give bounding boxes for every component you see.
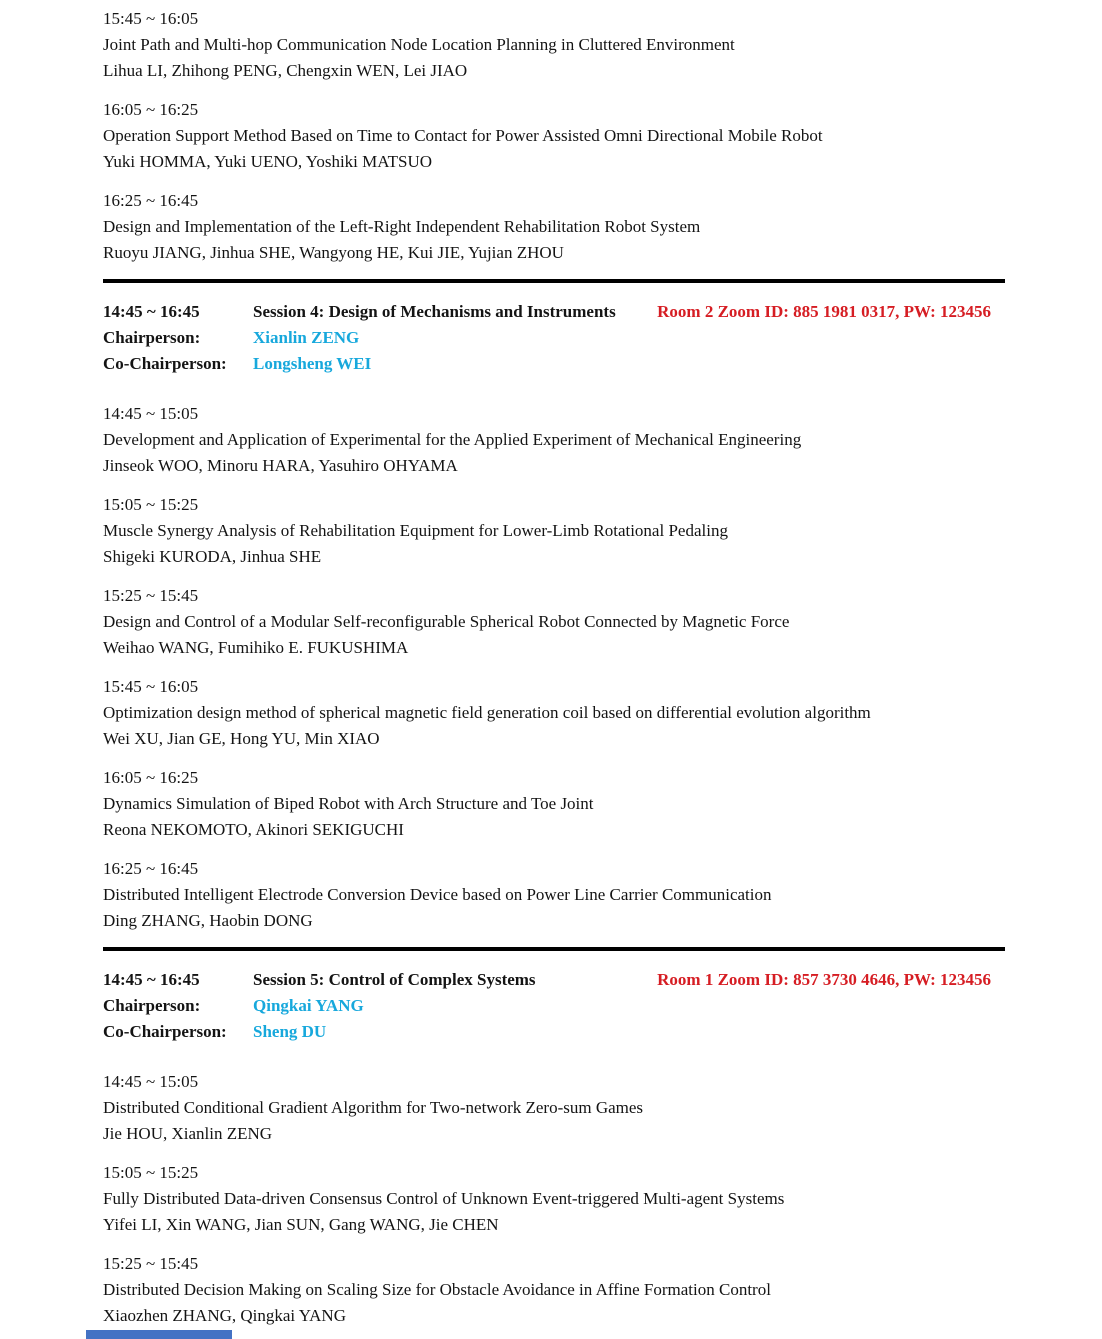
session-time-range: 14:45 ~ 16:45 <box>103 970 200 989</box>
bottom-clipped-blue-bar <box>86 1330 232 1339</box>
paper-time-range: 15:45 ~ 16:05 <box>103 9 199 28</box>
paper-title: Distributed Decision Making on Scaling Size for Obstacle Avoidance in Affine Formation Control <box>103 1280 771 1299</box>
paper-authors: Ruoyu JIANG, Jinhua SHE, Wangyong HE, Kui JIE, Yujian ZHOU <box>103 243 564 262</box>
session-title-row <box>103 299 1005 325</box>
paper-authors: Yuki HOMMA, Yuki UENO, Yoshiki MATSUO <box>103 152 433 171</box>
paper-time-range: 15:05 ~ 15:25 <box>103 495 199 514</box>
session-5-paper-list <box>103 1069 1005 1329</box>
paper-time-range: 15:25 ~ 15:45 <box>103 1254 199 1273</box>
paper-time-range: 15:25 ~ 15:45 <box>103 586 199 605</box>
paper-time-range: 14:45 ~ 15:05 <box>103 1072 199 1091</box>
co-chairperson-label: Co-Chairperson: <box>103 1022 227 1041</box>
session-divider-rule <box>103 279 1005 283</box>
paper-authors: Weihao WANG, Fumihiko E. FUKUSHIMA <box>103 638 409 657</box>
paper-entry <box>103 492 1005 570</box>
co-chairperson-row <box>103 1019 1005 1045</box>
carryover-paper-list <box>103 6 1005 266</box>
session-4-header <box>103 299 1005 377</box>
paper-entry <box>103 6 1005 84</box>
paper-entry <box>103 188 1005 266</box>
session-time-range: 14:45 ~ 16:45 <box>103 302 200 321</box>
session-title: Session 5: Control of Complex Systems <box>253 970 536 989</box>
paper-entry <box>103 1160 1005 1238</box>
paper-entry <box>103 583 1005 661</box>
paper-authors: Jinseok WOO, Minoru HARA, Yasuhiro OHYAMA <box>103 456 458 475</box>
paper-title: Fully Distributed Data-driven Consensus Control of Unknown Event-triggered Multi-agent Systems <box>103 1189 785 1208</box>
paper-title: Joint Path and Multi-hop Communication Node Location Planning in Cluttered Environment <box>103 35 735 54</box>
paper-authors: Xiaozhen ZHANG, Qingkai YANG <box>103 1306 346 1325</box>
paper-time-range: 15:45 ~ 16:05 <box>103 677 199 696</box>
co-chairperson-name: Sheng DU <box>253 1022 327 1041</box>
paper-time-range: 16:25 ~ 16:45 <box>103 859 199 878</box>
paper-title: Distributed Intelligent Electrode Conversion Device based on Power Line Carrier Communication <box>103 885 772 904</box>
paper-entry <box>103 1251 1005 1329</box>
paper-title: Muscle Synergy Analysis of Rehabilitation Equipment for Lower-Limb Rotational Pedaling <box>103 521 728 540</box>
chairperson-name: Xianlin ZENG <box>253 328 360 347</box>
paper-authors: Lihua LI, Zhihong PENG, Chengxin WEN, Lei JIAO <box>103 61 468 80</box>
paper-authors: Shigeki KURODA, Jinhua SHE <box>103 547 322 566</box>
chairperson-row <box>103 993 1005 1019</box>
paper-entry <box>103 674 1005 752</box>
co-chairperson-row <box>103 351 1005 377</box>
paper-authors: Reona NEKOMOTO, Akinori SEKIGUCHI <box>103 820 404 839</box>
paper-title: Development and Application of Experimental for the Applied Experiment of Mechanical Engineering <box>103 430 802 449</box>
paper-title: Design and Implementation of the Left-Right Independent Rehabilitation Robot System <box>103 217 701 236</box>
paper-authors: Yifei LI, Xin WANG, Jian SUN, Gang WANG, Jie CHEN <box>103 1215 499 1234</box>
session-5-header <box>103 967 1005 1045</box>
chairperson-name: Qingkai YANG <box>253 996 364 1015</box>
session-room-zoom-info: Room 2 Zoom ID: 885 1981 0317, PW: 123456 <box>657 302 991 321</box>
paper-entry <box>103 97 1005 175</box>
paper-authors: Wei XU, Jian GE, Hong YU, Min XIAO <box>103 729 380 748</box>
chairperson-label: Chairperson: <box>103 996 201 1015</box>
co-chairperson-label: Co-Chairperson: <box>103 354 227 373</box>
co-chairperson-name: Longsheng WEI <box>253 354 372 373</box>
chairperson-row <box>103 325 1005 351</box>
paper-authors: Ding ZHANG, Haobin DONG <box>103 911 313 930</box>
paper-title: Dynamics Simulation of Biped Robot with Arch Structure and Toe Joint <box>103 794 594 813</box>
paper-time-range: 14:45 ~ 15:05 <box>103 404 199 423</box>
paper-entry <box>103 1069 1005 1147</box>
paper-entry <box>103 856 1005 934</box>
paper-title: Operation Support Method Based on Time to Contact for Power Assisted Omni Directional Mobile Robot <box>103 126 823 145</box>
paper-time-range: 16:25 ~ 16:45 <box>103 191 199 210</box>
paper-time-range: 16:05 ~ 16:25 <box>103 768 199 787</box>
session-4-paper-list <box>103 401 1005 934</box>
session-title: Session 4: Design of Mechanisms and Instruments <box>253 302 616 321</box>
session-divider-rule <box>103 947 1005 951</box>
paper-title: Design and Control of a Modular Self-reconfigurable Spherical Robot Connected by Magnetic Force <box>103 612 790 631</box>
paper-entry <box>103 765 1005 843</box>
paper-title: Distributed Conditional Gradient Algorithm for Two-network Zero-sum Games <box>103 1098 644 1117</box>
paper-time-range: 16:05 ~ 16:25 <box>103 100 199 119</box>
paper-authors: Jie HOU, Xianlin ZENG <box>103 1124 273 1143</box>
session-room-zoom-info: Room 1 Zoom ID: 857 3730 4646, PW: 123456 <box>657 970 991 989</box>
chairperson-label: Chairperson: <box>103 328 201 347</box>
paper-title: Optimization design method of spherical magnetic field generation coil based on differential evolution algorithm <box>103 703 871 722</box>
session-title-row <box>103 967 1005 993</box>
paper-entry <box>103 401 1005 479</box>
paper-time-range: 15:05 ~ 15:25 <box>103 1163 199 1182</box>
